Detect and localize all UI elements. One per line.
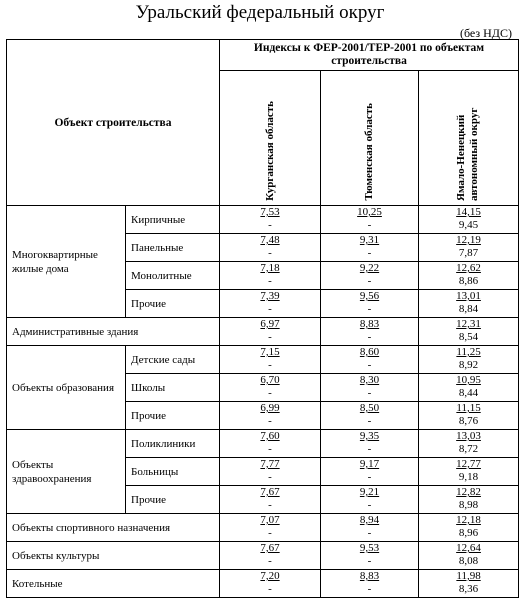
index-value-secondary: -	[367, 331, 372, 343]
group-label: Административные здания	[7, 318, 220, 346]
index-value: 7,39	[260, 290, 280, 302]
index-cell	[419, 458, 519, 486]
index-value-secondary: -	[268, 303, 272, 315]
index-value-secondary: -	[268, 387, 272, 399]
index-cell	[220, 514, 321, 542]
index-cell	[321, 430, 419, 458]
table-row	[7, 430, 519, 458]
table-row	[7, 318, 519, 346]
index-cell	[220, 430, 321, 458]
index-value: 9,31	[359, 234, 380, 246]
subtype-label: Детские сады	[126, 346, 220, 374]
index-value: 7,15	[260, 346, 280, 358]
index-cell	[419, 542, 519, 570]
index-value: 11,98	[456, 570, 481, 582]
index-cell	[321, 262, 419, 290]
object-header: Объект строительства	[7, 40, 220, 206]
index-value: 7,07	[260, 514, 280, 526]
index-value-secondary: -	[367, 387, 372, 399]
index-cell	[220, 458, 321, 486]
index-cell	[220, 290, 321, 318]
index-cell	[419, 570, 519, 598]
index-value-secondary: -	[367, 443, 372, 455]
index-value: 8,50	[359, 402, 380, 414]
group-label: Многоквартирные жилые дома	[7, 206, 126, 318]
index-cell	[220, 486, 321, 514]
index-value: 13,01	[456, 290, 481, 302]
group-label: Объекты культуры	[7, 542, 220, 570]
index-value-secondary: 8,84	[458, 303, 479, 315]
index-value: 11,15	[456, 402, 481, 414]
index-value-secondary: 8,96	[458, 527, 479, 539]
index-value-secondary: -	[367, 583, 372, 595]
index-value-secondary: -	[268, 331, 272, 343]
index-value: 12,62	[456, 262, 481, 274]
index-value: 10,95	[456, 374, 481, 386]
index-value: 8,60	[359, 346, 380, 358]
index-value: 7,60	[260, 430, 280, 442]
index-cell	[419, 318, 519, 346]
index-value-secondary: -	[367, 275, 372, 287]
index-value-secondary: 8,54	[458, 331, 479, 343]
index-value-secondary: -	[367, 219, 372, 231]
index-cell	[220, 234, 321, 262]
index-cell	[321, 542, 419, 570]
index-cell	[419, 290, 519, 318]
index-value-secondary: 8,92	[458, 359, 479, 371]
vat-note: (без НДС)	[459, 26, 512, 40]
index-value-secondary: 8,08	[458, 555, 479, 567]
group-label: Объекты здравоохранения	[7, 430, 126, 514]
index-value-secondary: 8,44	[458, 387, 479, 399]
subtype-label: Прочие	[126, 290, 220, 318]
region-header-kurgan: Курганская область	[220, 71, 321, 206]
index-cell	[321, 374, 419, 402]
index-cell	[220, 318, 321, 346]
index-value: 9,21	[359, 486, 380, 498]
index-cell	[419, 486, 519, 514]
index-value-secondary: -	[268, 583, 272, 595]
table-row	[7, 206, 519, 234]
index-cell	[321, 318, 419, 346]
page-title: Уральский федеральный округ	[135, 2, 385, 23]
index-value-secondary: -	[367, 527, 372, 539]
region-header-yamal: Ямало-Ненецкий автономный округ	[419, 71, 519, 206]
index-value: 11,25	[456, 346, 481, 358]
subtype-label: Прочие	[126, 402, 220, 430]
subtype-label: Монолитные	[126, 262, 220, 290]
index-value-secondary: -	[268, 471, 272, 483]
index-value-secondary: -	[367, 247, 372, 259]
index-cell	[321, 514, 419, 542]
index-value-secondary: -	[268, 247, 272, 259]
index-value: 9,22	[359, 262, 380, 274]
index-value: 12,77	[456, 458, 481, 470]
index-cell	[321, 570, 419, 598]
index-cell	[419, 430, 519, 458]
index-value: 8,30	[359, 374, 380, 386]
index-cell	[419, 374, 519, 402]
index-value: 12,18	[456, 514, 481, 526]
subtype-label: Поликлиники	[126, 430, 220, 458]
index-value-secondary: -	[268, 415, 272, 427]
index-cell	[419, 262, 519, 290]
indices-header: Индексы к ФЕР-2001/ТЕР-2001 по объектам строительства	[220, 40, 519, 71]
index-value: 10,25	[357, 206, 382, 218]
index-value-secondary: -	[268, 275, 272, 287]
index-value-secondary: 8,72	[458, 443, 479, 455]
index-value: 7,67	[260, 486, 280, 498]
index-cell	[419, 234, 519, 262]
index-value-secondary: -	[268, 527, 272, 539]
index-cell	[220, 542, 321, 570]
index-cell	[419, 402, 519, 430]
index-cell	[321, 346, 419, 374]
table-row	[7, 514, 519, 542]
group-label: Котельные	[7, 570, 220, 598]
subtype-label: Прочие	[126, 486, 220, 514]
index-value-secondary: -	[367, 359, 372, 371]
index-value: 9,53	[359, 542, 380, 554]
subtype-label: Школы	[126, 374, 220, 402]
index-value: 7,77	[260, 458, 280, 470]
index-value: 6,97	[260, 318, 280, 330]
group-label: Объекты спортивного назначения	[7, 514, 220, 542]
table-body	[7, 206, 519, 598]
index-value: 7,67	[260, 542, 280, 554]
index-cell	[419, 206, 519, 234]
index-value: 6,70	[260, 374, 280, 386]
index-value: 12,19	[456, 234, 481, 246]
index-value: 9,35	[359, 430, 380, 442]
index-cell	[220, 374, 321, 402]
index-value-secondary: -	[268, 499, 272, 511]
index-value: 12,82	[456, 486, 481, 498]
index-cell	[321, 234, 419, 262]
index-value: 7,53	[260, 206, 280, 218]
price-index-table	[6, 39, 519, 598]
index-value-secondary: -	[268, 219, 272, 231]
index-value-secondary: -	[268, 555, 272, 567]
index-value-secondary: 9,45	[458, 219, 479, 231]
index-value: 7,18	[260, 262, 280, 274]
index-value: 6,99	[260, 402, 280, 414]
region-header-tyumen: Тюменская область	[321, 71, 419, 206]
index-value: 9,56	[359, 290, 380, 302]
group-label: Объекты образования	[7, 346, 126, 430]
index-value-secondary: 8,76	[458, 415, 479, 427]
index-value-secondary: -	[367, 471, 372, 483]
index-cell	[220, 262, 321, 290]
index-value: 12,64	[456, 542, 481, 554]
index-value: 14,15	[456, 206, 481, 218]
index-cell	[220, 570, 321, 598]
index-cell	[321, 458, 419, 486]
subtype-label: Кирпичные	[126, 206, 220, 234]
index-value-secondary: -	[367, 415, 372, 427]
index-value-secondary: 8,98	[458, 499, 479, 511]
index-value: 8,83	[359, 570, 380, 582]
index-cell	[419, 514, 519, 542]
index-value-secondary: 9,18	[458, 471, 479, 483]
index-value-secondary: 8,36	[458, 583, 479, 595]
index-value-secondary: -	[367, 303, 372, 315]
index-value: 7,20	[260, 570, 280, 582]
index-value: 9,17	[359, 458, 380, 470]
index-value: 8,94	[359, 514, 380, 526]
index-value: 13,03	[456, 430, 481, 442]
index-value: 7,48	[260, 234, 280, 246]
table-row	[7, 542, 519, 570]
index-cell	[220, 206, 321, 234]
index-value-secondary: -	[268, 359, 272, 371]
index-cell	[321, 486, 419, 514]
subtype-label: Панельные	[126, 234, 220, 262]
index-cell	[220, 402, 321, 430]
index-value-secondary: 8,86	[458, 275, 479, 287]
index-cell	[321, 402, 419, 430]
index-value: 12,31	[456, 318, 481, 330]
index-value-secondary: -	[367, 499, 372, 511]
index-value: 8,83	[359, 318, 380, 330]
index-cell	[321, 290, 419, 318]
table-row	[7, 346, 519, 374]
index-cell	[220, 346, 321, 374]
index-cell	[321, 206, 419, 234]
index-cell	[419, 346, 519, 374]
index-value-secondary: -	[268, 443, 272, 455]
table-row	[7, 570, 519, 598]
index-value-secondary: -	[367, 555, 372, 567]
subtype-label: Больницы	[126, 458, 220, 486]
index-value-secondary: 7,87	[458, 247, 479, 259]
